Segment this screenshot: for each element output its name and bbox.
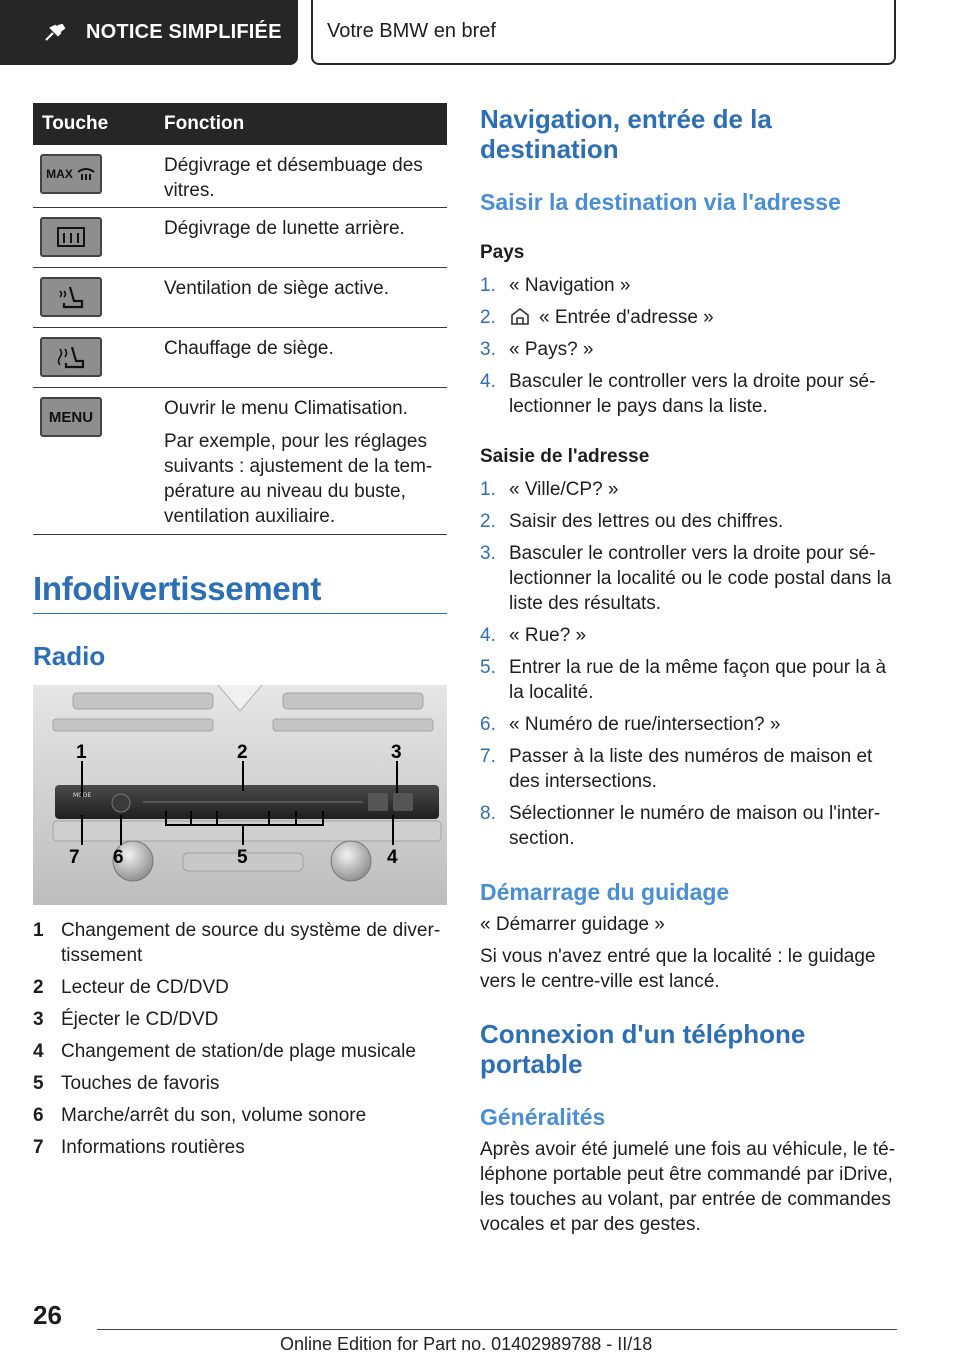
callout-3: 3 (391, 742, 402, 763)
address-steps (480, 477, 900, 858)
climate-keys-table (33, 103, 447, 535)
svg-text:MODE: MODE (73, 792, 92, 799)
callout-7: 7 (69, 847, 80, 868)
list-item: 7 Informations routières (33, 1137, 245, 1158)
table-row (33, 388, 447, 535)
address-heading: Saisie de l'adresse (480, 446, 650, 467)
function-text: Ouvrir le menu Climatisation. Par exemple, pour les réglages suivants : ajustement de la tem-pérature au niveau du buste, ventilation auxiliaire. (164, 398, 433, 527)
list-item: 1. « Ville/CP? » (480, 479, 619, 500)
guidance-heading: Démarrage du guidage (480, 879, 730, 905)
list-item: 1. « Navigation » (480, 275, 631, 296)
pin-icon (44, 24, 66, 42)
edition-text: Online Edition for Part no. 01402989788 - II/18 (280, 1334, 653, 1354)
callout-5: 5 (237, 847, 248, 868)
list-item: 2. Saisir des lettres ou des chiffres. (480, 511, 784, 532)
callout-2: 2 (237, 742, 248, 763)
max-defrost-icon: MAX (40, 154, 102, 194)
list-item: 4 Changement de station/de plage musicale (33, 1041, 416, 1062)
page-number: 26 (33, 1300, 62, 1330)
callout-1: 1 (76, 742, 87, 763)
guidance-command: « Démarrer guidage » (480, 914, 665, 935)
list-item: 3. Basculer le controller vers la droite pour sé-lectionner la localité ou le code postal dans la liste des résultats. (480, 543, 892, 614)
general-heading: Généralités (480, 1104, 606, 1130)
footer-rule (97, 1329, 897, 1330)
callout-6: 6 (113, 847, 124, 868)
list-item: 7. Passer à la liste des numéros de maison et des intersections. (480, 746, 873, 792)
function-text: Chauffage de siège. (164, 338, 334, 359)
guidance-text: Si vous n'avez entré que la localité : le guidage vers le centre-ville est lancé. (480, 946, 876, 992)
list-item: 6 Marche/arrêt du son, volume sonore (33, 1105, 367, 1126)
phone-text: Après avoir été jumelé une fois au véhicule, le té-léphone portable peut être commandé par iDrive, les touches au volant, par entrée de commandes vocales et par des gestes. (480, 1139, 896, 1235)
table-header (33, 103, 447, 145)
table-row (33, 145, 447, 208)
header-tab-label: NOTICE SIMPLIFIÉE (86, 21, 282, 43)
seat-ventilation-icon (40, 277, 102, 317)
list-item: 4. « Rue? » (480, 625, 587, 646)
radio-legend (33, 918, 447, 1167)
infotainment-heading: Infodivertissement (33, 570, 322, 607)
list-item: 6. « Numéro de rue/intersection? » (480, 714, 781, 735)
function-text: Dégivrage et désembuage des vitres. (164, 155, 423, 201)
heading-rule (33, 613, 447, 614)
list-item: 8. Sélectionner le numéro de maison ou l'inter-section. (480, 803, 881, 849)
list-item: 3. « Pays? » (480, 339, 594, 360)
radio-panel-drawing (33, 685, 447, 905)
callout-4: 4 (387, 847, 398, 868)
country-heading: Pays (480, 242, 525, 263)
list-item: 2 Lecteur de CD/DVD (33, 977, 229, 998)
list-item: 1 Changement de source du système de diver-tissement (33, 920, 441, 966)
phone-heading: Connexion d'un téléphone portable (480, 1019, 806, 1079)
column-header-fonction: Fonction (164, 113, 245, 134)
rear-defrost-icon (40, 217, 102, 257)
address-entry-icon (509, 306, 531, 326)
radio-panel-image (33, 685, 447, 905)
list-item: 5. Entrer la rue de la même façon que pour la à la localité. (480, 657, 887, 703)
menu-button-icon: MENU (40, 397, 102, 437)
navigation-heading: Navigation, entrée de la destination (480, 104, 772, 164)
function-text: Ventilation de siège active. (164, 278, 389, 299)
list-item: 3 Éjecter le CD/DVD (33, 1009, 219, 1030)
header-tab (0, 0, 298, 65)
address-entry-heading: Saisir la destination via l'adresse (480, 189, 841, 215)
country-steps (480, 273, 900, 426)
function-text: Dégivrage de lunette arrière. (164, 218, 405, 239)
table-row (33, 328, 447, 388)
list-item: 5 Touches de favoris (33, 1073, 220, 1094)
table-row (33, 268, 447, 328)
list-item: 2. « Entrée d'adresse » (480, 307, 714, 328)
column-header-touche: Touche (42, 113, 109, 134)
list-item: 4. Basculer le controller vers la droite pour sé-lectionner le pays dans la liste. (480, 371, 876, 417)
seat-heating-icon (40, 337, 102, 377)
section-title: Votre BMW en bref (311, 0, 896, 65)
radio-heading: Radio (33, 641, 106, 671)
table-row (33, 208, 447, 268)
